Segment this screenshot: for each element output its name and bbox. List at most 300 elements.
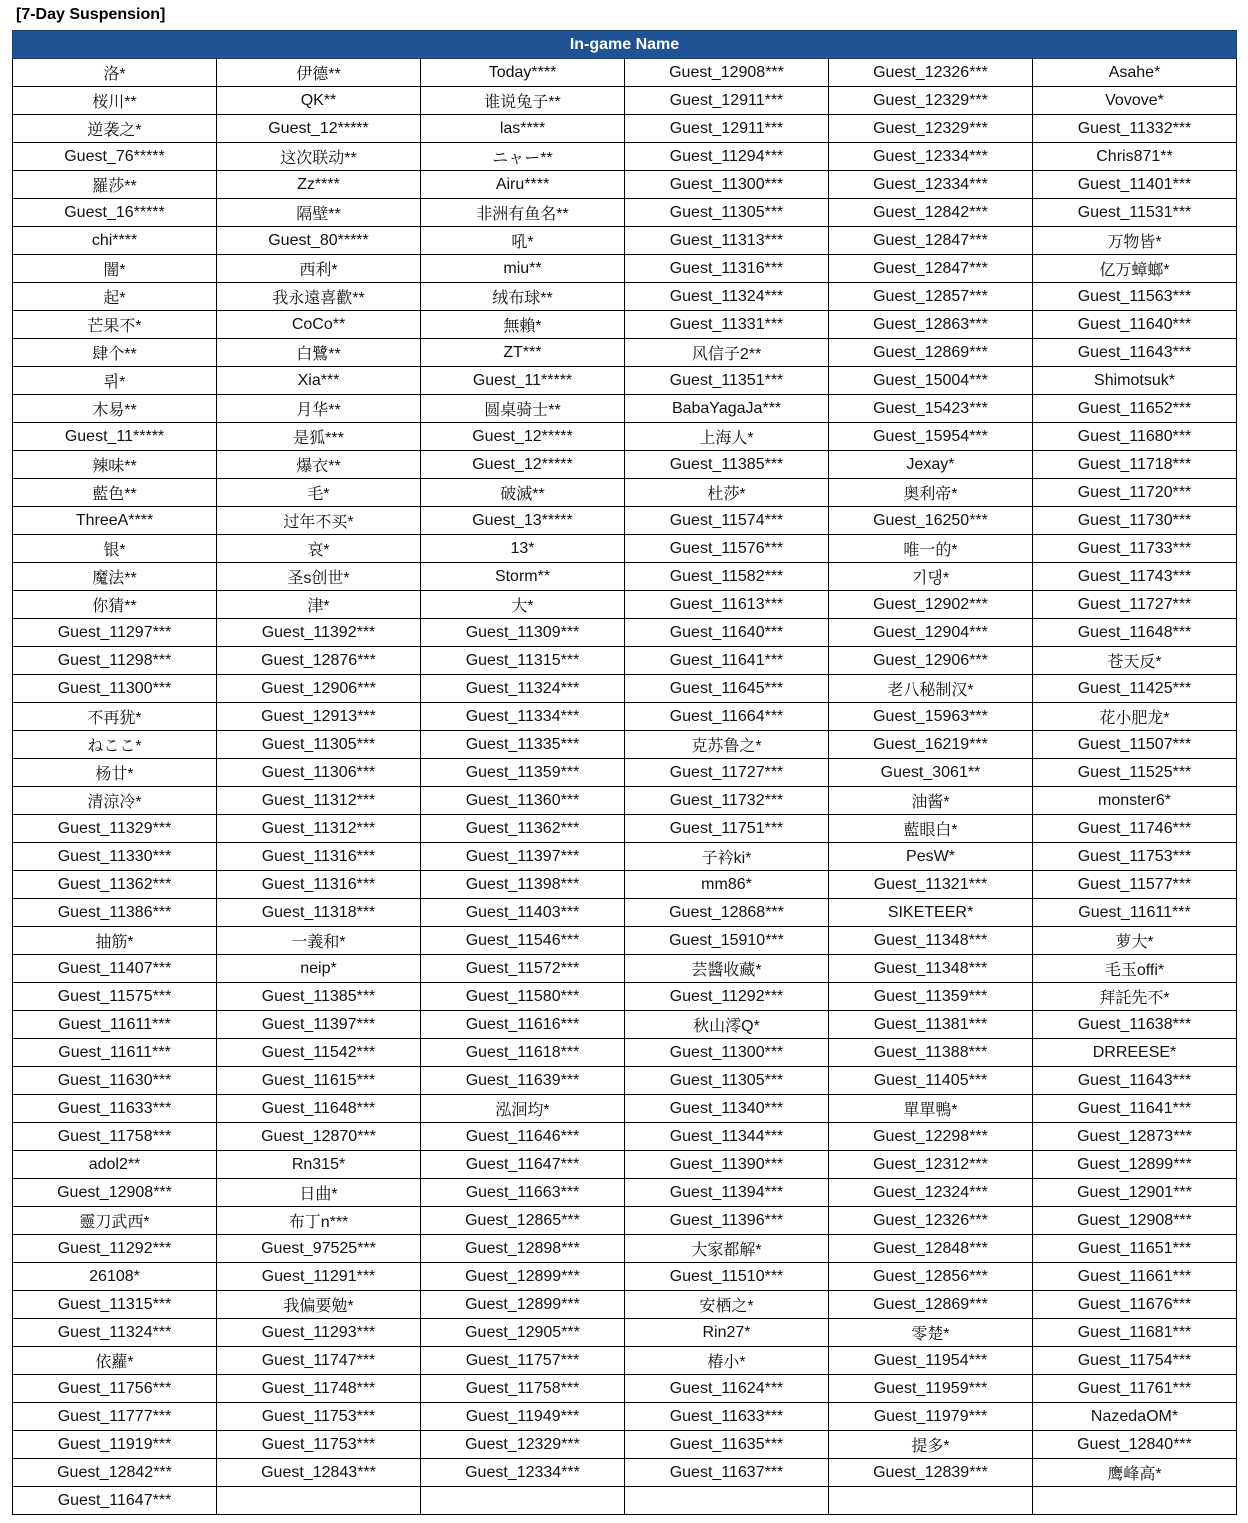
name-cell: Guest_16***** [13,199,217,227]
name-cell: Guest_15954*** [829,423,1033,451]
name-cell: 依蘿* [13,1347,217,1375]
name-cell: Guest_12842*** [829,199,1033,227]
name-cell: Guest_11329*** [13,815,217,843]
name-cell: Guest_11748*** [217,1375,421,1403]
name-cell: 清涼冷* [13,787,217,815]
name-cell: Guest_11582*** [625,563,829,591]
name-cell: 吼* [421,227,625,255]
table-row [13,339,1237,367]
name-cell: Guest_15004*** [829,367,1033,395]
name-cell: 鹰峰高* [1033,1459,1237,1487]
name-cell: Vovove* [1033,87,1237,115]
table-row [13,1151,1237,1179]
name-cell: Guest_12334*** [421,1459,625,1487]
name-cell: Guest_12847*** [829,227,1033,255]
name-cell: Guest_12326*** [829,1207,1033,1235]
name-cell: Guest_11291*** [217,1263,421,1291]
name-cell: Guest_11727*** [1033,591,1237,619]
name-cell: 谁说兔子** [421,87,625,115]
name-cell: SIKETEER* [829,899,1033,927]
name-cell: 羅莎** [13,171,217,199]
name-cell: Guest_11396*** [625,1207,829,1235]
name-cell: Guest_12901*** [1033,1179,1237,1207]
name-cell: Guest_12898*** [421,1235,625,1263]
name-cell: Guest_11425*** [1033,675,1237,703]
name-cell: 西利* [217,255,421,283]
name-cell: 过年不买* [217,507,421,535]
name-cell: 杜莎* [625,479,829,507]
name-cell: Guest_11611*** [1033,899,1237,927]
name-cell: Guest_11648*** [1033,619,1237,647]
name-cell: QK** [217,87,421,115]
name-cell: Guest_12847*** [829,255,1033,283]
name-cell: 津* [217,591,421,619]
name-cell: Guest_11652*** [1033,395,1237,423]
name-cell: Guest_11753*** [1033,843,1237,871]
page-title: [7-Day Suspension] [16,6,166,23]
name-cell: Guest_11507*** [1033,731,1237,759]
name-cell: 日曲* [217,1179,421,1207]
name-cell: Guest_12312*** [829,1151,1033,1179]
name-cell: Guest_11919*** [13,1431,217,1459]
table-row [13,171,1237,199]
table-row [13,311,1237,339]
name-cell: Guest_12911*** [625,115,829,143]
name-cell: Guest_11633*** [13,1095,217,1123]
name-cell: 기댕* [829,563,1033,591]
name-cell: Guest_12905*** [421,1319,625,1347]
name-cell: Guest_11647*** [13,1487,217,1515]
name-cell: Guest_11635*** [625,1431,829,1459]
table-row [13,59,1237,87]
table-row [13,507,1237,535]
name-cell: Guest_11334*** [421,703,625,731]
name-cell: BabaYagaJa*** [625,395,829,423]
name-cell: Guest_11401*** [1033,171,1237,199]
name-cell: Guest_12329*** [421,1431,625,1459]
name-cell: Guest_11638*** [1033,1011,1237,1039]
name-cell: ニャー** [421,143,625,171]
name-cell: las**** [421,115,625,143]
table-row [13,1263,1237,1291]
name-cell: Guest_12906*** [829,647,1033,675]
name-cell: Guest_11305*** [625,1067,829,1095]
name-cell: 非洲有鱼名** [421,199,625,227]
name-cell: 奥利帝* [829,479,1033,507]
table-row [13,395,1237,423]
table-row [13,1123,1237,1151]
table-row [13,143,1237,171]
name-cell: 뤼* [13,367,217,395]
name-cell: 辣味** [13,451,217,479]
name-cell: Guest_11407*** [13,955,217,983]
name-cell: 这次联动** [217,143,421,171]
name-cell: Guest_11316*** [625,255,829,283]
name-cell: Guest_11405*** [829,1067,1033,1095]
name-cell: Guest_11664*** [625,703,829,731]
name-cell: Guest_11613*** [625,591,829,619]
name-cell: Guest_11315*** [421,647,625,675]
name-cell: Guest_15423*** [829,395,1033,423]
name-cell: 花小肥龙* [1033,703,1237,731]
name-cell: 26108* [13,1263,217,1291]
name-cell: Guest_11332*** [1033,115,1237,143]
name-cell: 泓洄均* [421,1095,625,1123]
name-cell: Guest_11651*** [1033,1235,1237,1263]
name-cell: Chris871** [1033,143,1237,171]
name-cell: ThreeA**** [13,507,217,535]
name-cell: Guest_11611*** [13,1039,217,1067]
table-row [13,1039,1237,1067]
name-cell: Guest_97525*** [217,1235,421,1263]
table-row [13,283,1237,311]
name-cell: Guest_11574*** [625,507,829,535]
name-cell: 月华** [217,395,421,423]
name-cell: Guest_11641*** [625,647,829,675]
name-cell: Guest_12913*** [217,703,421,731]
name-cell: Guest_12870*** [217,1123,421,1151]
name-cell: 是狐*** [217,423,421,451]
table-row [13,563,1237,591]
name-cell: Guest_11643*** [1033,339,1237,367]
name-cell: Guest_11611*** [13,1011,217,1039]
name-cell: Guest_11385*** [217,983,421,1011]
name-cell: Guest_11757*** [421,1347,625,1375]
name-cell: Guest_12329*** [829,115,1033,143]
name-cell: Guest_12899*** [421,1263,625,1291]
name-cell: Guest_11648*** [217,1095,421,1123]
name-cell: Guest_11663*** [421,1179,625,1207]
name-cell: ZT*** [421,339,625,367]
name-cell: Guest_11777*** [13,1403,217,1431]
table-row [13,1067,1237,1095]
name-cell: Guest_11324*** [625,283,829,311]
name-cell: Guest_12840*** [1033,1431,1237,1459]
name-cell: Guest_11348*** [829,955,1033,983]
name-cell: Guest_11639*** [421,1067,625,1095]
name-cell: 逆袭之* [13,115,217,143]
table-row [13,199,1237,227]
name-cell: Guest_11720*** [1033,479,1237,507]
name-cell: Guest_15963*** [829,703,1033,731]
name-cell: Rin27* [625,1319,829,1347]
name-cell: Guest_11331*** [625,311,829,339]
name-cell: 万物皆* [1033,227,1237,255]
table-row [13,927,1237,955]
name-cell: Guest_12839*** [829,1459,1033,1487]
table-row [13,955,1237,983]
name-cell: Guest_11616*** [421,1011,625,1039]
name-cell: Guest_12848*** [829,1235,1033,1263]
name-cell: ねここ* [13,731,217,759]
name-cell: 起* [13,283,217,311]
name-cell: Guest_12334*** [829,143,1033,171]
name-cell: 唯一的* [829,535,1033,563]
name-cell: Guest_11753*** [217,1403,421,1431]
name-cell: Guest_12***** [421,423,625,451]
name-cell: Guest_11316*** [217,843,421,871]
name-cell: Guest_11645*** [625,675,829,703]
name-cell: Guest_11344*** [625,1123,829,1151]
table-row [13,115,1237,143]
suspension-table [12,30,1237,1515]
column-header-in-game-name: In-game Name [13,31,1237,59]
name-cell: Guest_11732*** [625,787,829,815]
table-row [13,899,1237,927]
name-cell: Guest_12326*** [829,59,1033,87]
name-cell: 杨廿* [13,759,217,787]
name-cell: 靈刀武西* [13,1207,217,1235]
table-row [13,1487,1237,1515]
name-cell: Guest_11351*** [625,367,829,395]
name-cell: Guest_12908*** [625,59,829,87]
table-row [13,731,1237,759]
name-cell [1033,1487,1237,1515]
table-row [13,1375,1237,1403]
name-cell: 毛玉offi* [1033,955,1237,983]
name-cell: Guest_12***** [421,451,625,479]
table-row [13,871,1237,899]
name-cell: Guest_11531*** [1033,199,1237,227]
name-cell: 木易** [13,395,217,423]
name-cell: 安栖之* [625,1291,829,1319]
table-row [13,367,1237,395]
table-row [13,1459,1237,1487]
name-cell: adol2** [13,1151,217,1179]
name-cell: Jexay* [829,451,1033,479]
name-cell: 你猜** [13,591,217,619]
name-cell: 隔壁** [217,199,421,227]
name-cell: Guest_76***** [13,143,217,171]
name-cell: Guest_12842*** [13,1459,217,1487]
table-header-row [13,31,1237,59]
name-cell: Guest_11298*** [13,647,217,675]
table-row [13,227,1237,255]
name-cell: Guest_11954*** [829,1347,1033,1375]
name-cell: 藍眼白* [829,815,1033,843]
name-cell: DRREESE* [1033,1039,1237,1067]
name-cell: Guest_12911*** [625,87,829,115]
name-cell: Guest_11335*** [421,731,625,759]
name-cell: Guest_11727*** [625,759,829,787]
name-cell: Guest_12899*** [421,1291,625,1319]
name-cell: 克苏鲁之* [625,731,829,759]
name-cell: Guest_3061** [829,759,1033,787]
name-cell: Guest_11392*** [217,619,421,647]
table-row [13,703,1237,731]
name-cell: Guest_11758*** [421,1375,625,1403]
name-cell: Guest_11563*** [1033,283,1237,311]
name-cell: CoCo** [217,311,421,339]
name-cell: 不再犹* [13,703,217,731]
name-cell: 芒果不* [13,311,217,339]
name-cell: 零楚* [829,1319,1033,1347]
name-cell: Guest_12904*** [829,619,1033,647]
name-cell: Guest_11313*** [625,227,829,255]
name-cell: Guest_11633*** [625,1403,829,1431]
name-cell: 油酱* [829,787,1033,815]
name-cell: Guest_11646*** [421,1123,625,1151]
name-cell: Guest_11300*** [625,1039,829,1067]
name-cell: Guest_11390*** [625,1151,829,1179]
name-cell: 银* [13,535,217,563]
name-cell: Guest_12899*** [1033,1151,1237,1179]
name-cell: Guest_12869*** [829,339,1033,367]
name-cell: 老八秘制汉* [829,675,1033,703]
name-cell: 子衿ki* [625,843,829,871]
name-cell: Guest_11292*** [625,983,829,1011]
name-cell: 秋山澪Q* [625,1011,829,1039]
name-cell: Guest_11397*** [217,1011,421,1039]
name-cell: Guest_16219*** [829,731,1033,759]
name-cell: Guest_12863*** [829,311,1033,339]
name-cell: Guest_11640*** [1033,311,1237,339]
name-cell: Guest_11615*** [217,1067,421,1095]
name-cell: 萝大* [1033,927,1237,955]
name-cell: monster6* [1033,787,1237,815]
name-cell: Guest_11305*** [625,199,829,227]
name-cell: Guest_11388*** [829,1039,1033,1067]
name-cell [217,1487,421,1515]
table-row [13,619,1237,647]
name-cell: Shimotsuk* [1033,367,1237,395]
name-cell: Guest_11398*** [421,871,625,899]
name-cell: Guest_11330*** [13,843,217,871]
name-cell: Guest_15910*** [625,927,829,955]
name-cell: Guest_11403*** [421,899,625,927]
name-cell: Guest_11743*** [1033,563,1237,591]
table-row [13,1179,1237,1207]
name-cell: Guest_11746*** [1033,815,1237,843]
name-cell: miu** [421,255,625,283]
name-cell: 上海人* [625,423,829,451]
name-cell: Guest_11297*** [13,619,217,647]
table-row [13,647,1237,675]
name-cell: 我偏要勉* [217,1291,421,1319]
name-cell: Guest_12906*** [217,675,421,703]
table-body [13,59,1237,1515]
name-cell: Guest_16250*** [829,507,1033,535]
table-row [13,255,1237,283]
name-cell: 毛* [217,479,421,507]
name-cell: Guest_11321*** [829,871,1033,899]
table-row [13,1431,1237,1459]
name-cell: Asahe* [1033,59,1237,87]
name-cell: Guest_13***** [421,507,625,535]
name-cell: Guest_12857*** [829,283,1033,311]
name-cell: 無賴* [421,311,625,339]
name-cell: Guest_11542*** [217,1039,421,1067]
name-cell [625,1487,829,1515]
name-cell: Guest_11362*** [421,815,625,843]
name-cell: Guest_11525*** [1033,759,1237,787]
name-cell [829,1487,1033,1515]
name-cell: Guest_11575*** [13,983,217,1011]
name-cell: 风信子2** [625,339,829,367]
table-row [13,87,1237,115]
name-cell: 洛* [13,59,217,87]
name-cell: Guest_11318*** [217,899,421,927]
name-cell: neip* [217,955,421,983]
table-row [13,1347,1237,1375]
name-cell: Guest_12876*** [217,647,421,675]
name-cell: Guest_11576*** [625,535,829,563]
name-cell: 13* [421,535,625,563]
name-cell: Guest_11580*** [421,983,625,1011]
name-cell: Rn315* [217,1151,421,1179]
table-row [13,591,1237,619]
name-cell: Guest_12843*** [217,1459,421,1487]
name-cell: Guest_11761*** [1033,1375,1237,1403]
name-cell: 一義和* [217,927,421,955]
name-cell: 苍天反* [1033,647,1237,675]
name-cell: Guest_11312*** [217,787,421,815]
name-cell: Guest_11300*** [13,675,217,703]
name-cell: Guest_11680*** [1033,423,1237,451]
table-row [13,1291,1237,1319]
name-cell: Guest_11324*** [421,675,625,703]
table-row [13,479,1237,507]
name-cell: 破滅** [421,479,625,507]
name-cell: Guest_12324*** [829,1179,1033,1207]
name-cell: Xia*** [217,367,421,395]
name-cell: Guest_11360*** [421,787,625,815]
name-cell: Guest_11630*** [13,1067,217,1095]
name-cell: Guest_11624*** [625,1375,829,1403]
name-cell: Guest_11359*** [421,759,625,787]
name-cell: Guest_11309*** [421,619,625,647]
name-cell: Guest_11348*** [829,927,1033,955]
name-cell: Guest_11641*** [1033,1095,1237,1123]
table-row [13,759,1237,787]
name-cell: chi**** [13,227,217,255]
name-cell: 桜川** [13,87,217,115]
table-row [13,451,1237,479]
table-row [13,423,1237,451]
name-cell: Guest_11293*** [217,1319,421,1347]
table-row [13,1011,1237,1039]
table-row [13,1095,1237,1123]
name-cell: Guest_12869*** [829,1291,1033,1319]
name-cell: 芸醬收藏* [625,955,829,983]
name-cell: 爆衣** [217,451,421,479]
name-cell: Guest_80***** [217,227,421,255]
name-cell: Airu**** [421,171,625,199]
name-cell: 魔法** [13,563,217,591]
name-cell: Guest_12902*** [829,591,1033,619]
name-cell [421,1487,625,1515]
name-cell: Guest_11300*** [625,171,829,199]
name-cell: Guest_11979*** [829,1403,1033,1431]
name-cell: 圆桌骑士** [421,395,625,423]
table-row [13,843,1237,871]
name-cell: 布丁n*** [217,1207,421,1235]
name-cell: Guest_11640*** [625,619,829,647]
name-cell: Guest_11572*** [421,955,625,983]
name-cell: 提多* [829,1431,1033,1459]
name-cell: Guest_11643*** [1033,1067,1237,1095]
name-cell: mm86* [625,871,829,899]
name-cell: 藍色** [13,479,217,507]
name-cell: 白鷺** [217,339,421,367]
name-cell: Guest_12873*** [1033,1123,1237,1151]
name-cell: Guest_11306*** [217,759,421,787]
table-row [13,1319,1237,1347]
name-cell: Guest_11753*** [217,1431,421,1459]
name-cell: Zz**** [217,171,421,199]
name-cell: 抽筋* [13,927,217,955]
table-row [13,815,1237,843]
